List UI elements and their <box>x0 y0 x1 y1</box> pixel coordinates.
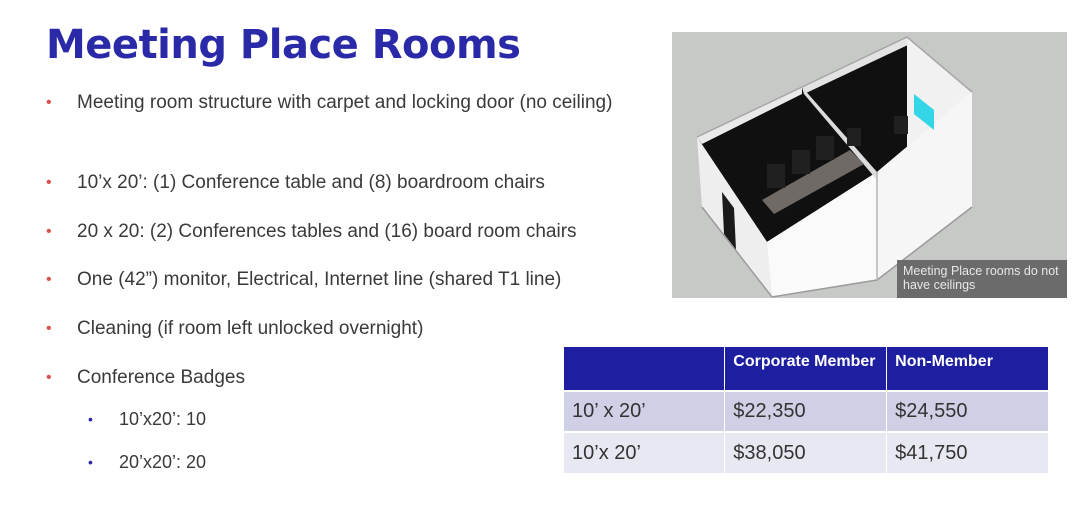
non-member-price-cell: $24,550 <box>887 391 1049 432</box>
list-item-text: 10’x 20’: (1) Conference table and (8) boardroom chairs <box>77 172 545 193</box>
non-member-price-cell: $41,750 <box>887 432 1049 473</box>
sub-list-item-text: 10’x20’: 10 <box>119 409 207 429</box>
header-cell-non-member: Non-Member <box>887 347 1049 391</box>
page-title: Meeting Place Rooms <box>46 22 521 68</box>
sub-bullet-icon: • <box>88 454 93 470</box>
list-item-text: Conference Badges <box>77 367 245 388</box>
list-item-text: 20 x 20: (2) Conferences tables and (16) board room chairs <box>77 221 577 242</box>
bullet-icon: • <box>46 271 52 288</box>
list-item-text: Meeting room structure with carpet and locking door (no ceiling) <box>77 92 613 113</box>
list-item-text: Cleaning (if room left unlocked overnight) <box>77 318 424 339</box>
table-row <box>564 432 1049 473</box>
table-header-row <box>564 347 1049 391</box>
meeting-room-illustration <box>672 32 1067 298</box>
bullet-icon: • <box>46 369 52 386</box>
sub-bullet-icon: • <box>88 411 93 427</box>
corporate-price-cell: $38,050 <box>725 432 887 473</box>
header-cell-corporate-member: Corporate Member <box>725 347 887 391</box>
sub-list-item-text: 20’x20’: 20 <box>119 452 207 472</box>
bullet-icon: • <box>46 320 52 337</box>
pricing-table <box>564 347 1049 473</box>
list-item-text: One (42”) monitor, Electrical, Internet line (shared T1 line) <box>77 269 562 290</box>
row-size-cell: 10’ x 20’ <box>564 391 725 432</box>
bullet-icon: • <box>46 223 52 240</box>
meeting-room-photo <box>672 32 1067 298</box>
bullet-icon: • <box>46 174 52 191</box>
photo-caption: Meeting Place rooms do not have ceilings <box>897 260 1067 298</box>
row-size-cell: 10’x 20’ <box>564 432 725 473</box>
bullet-icon: • <box>46 94 52 111</box>
table-row <box>564 391 1049 432</box>
corporate-price-cell: $22,350 <box>725 391 887 432</box>
header-cell-empty <box>564 347 725 391</box>
